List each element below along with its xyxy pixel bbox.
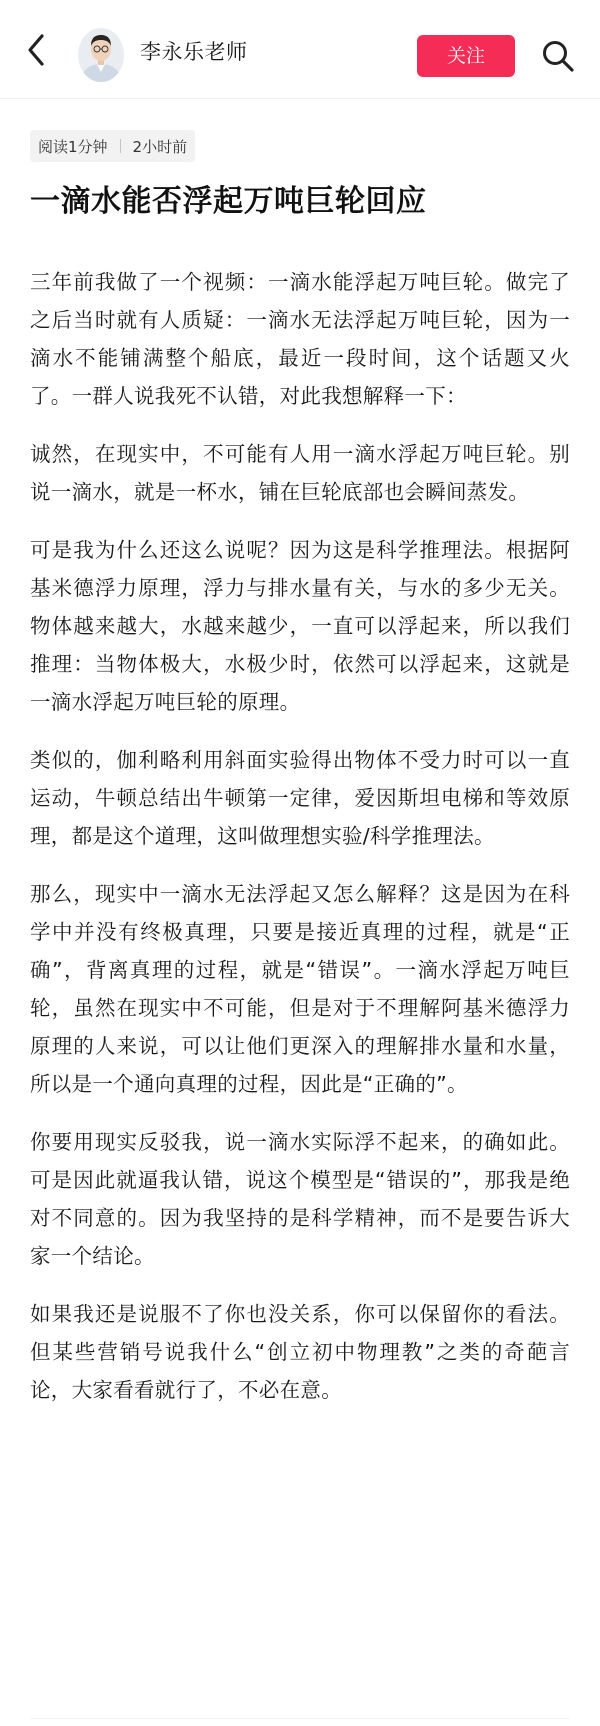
avatar[interactable]	[78, 28, 124, 82]
search-button[interactable]	[540, 38, 576, 74]
paragraph: 如果我还是说服不了你也没关系，你可以保留你的看法。但某些营销号说我什么“创立初中物理教”之类的奇葩言论，大家看看就行了，不必在意。	[30, 1302, 570, 1402]
post-time: 2小时前	[132, 137, 188, 156]
paragraph: 那么，现实中一滴水无法浮起又怎么解释？这是因为在科学中并没有终极真理，只要是接近真理的过程，就是“正确”，背离真理的过程，就是“错误”。一滴水浮起万吨巨轮，虽然在现实中不可能，但是对于不理解阿基米德浮力原理的人来说，可以让他们更深入的理解排水量和水量，所以是一个通向真理的过程，因此是“正确的”。	[30, 882, 570, 1096]
divider	[30, 1718, 570, 1719]
paragraph: 可是我为什么还这么说呢？因为这是科学推理法。根据阿基米德浮力原理，浮力与排水量有关，与水的多少无关。物体越来越大，水越来越少，一直可以浮起来，所以我们推理：当物体极大，水极少时，依然可以浮起来，这就是一滴水浮起万吨巨轮的原理。	[30, 538, 570, 714]
article-meta	[30, 130, 195, 162]
chevron-left-icon	[18, 30, 54, 70]
article-title: 一滴水能否浮起万吨巨轮回应	[30, 184, 427, 219]
paragraph: 类似的，伽利略利用斜面实验得出物体不受力时可以一直运动，牛顿总结出牛顿第一定律，爱因斯坦电梯和等效原理，都是这个道理，这叫做理想实验/科学推理法。	[30, 748, 570, 848]
paragraph: 你要用现实反驳我，说一滴水实际浮不起来，的确如此。可是因此就逼我认错，说这个模型是“错误的”，那我是绝对不同意的。因为我坚持的是科学精神，而不是要告诉大家一个结论。	[30, 1130, 570, 1268]
paragraph: 三年前我做了一个视频：一滴水能浮起万吨巨轮。做完了之后当时就有人质疑：一滴水无法浮起万吨巨轮，因为一滴水不能铺满整个船底，最近一段时间，这个话题又火了。一群人说我死不认错，对此我想解释一下：	[30, 270, 570, 408]
top-bar	[0, 0, 600, 99]
meta-divider	[120, 139, 121, 153]
paragraph: 诚然，在现实中，不可能有人用一滴水浮起万吨巨轮。别说一滴水，就是一杯水，铺在巨轮底部也会瞬间蒸发。	[30, 442, 570, 504]
follow-button[interactable]: 关注	[417, 35, 515, 77]
search-icon	[540, 38, 576, 74]
read-time: 阅读1分钟	[38, 137, 108, 156]
back-button[interactable]	[18, 30, 54, 70]
author-name[interactable]: 李永乐老师	[140, 40, 248, 64]
article-body	[30, 263, 570, 1429]
